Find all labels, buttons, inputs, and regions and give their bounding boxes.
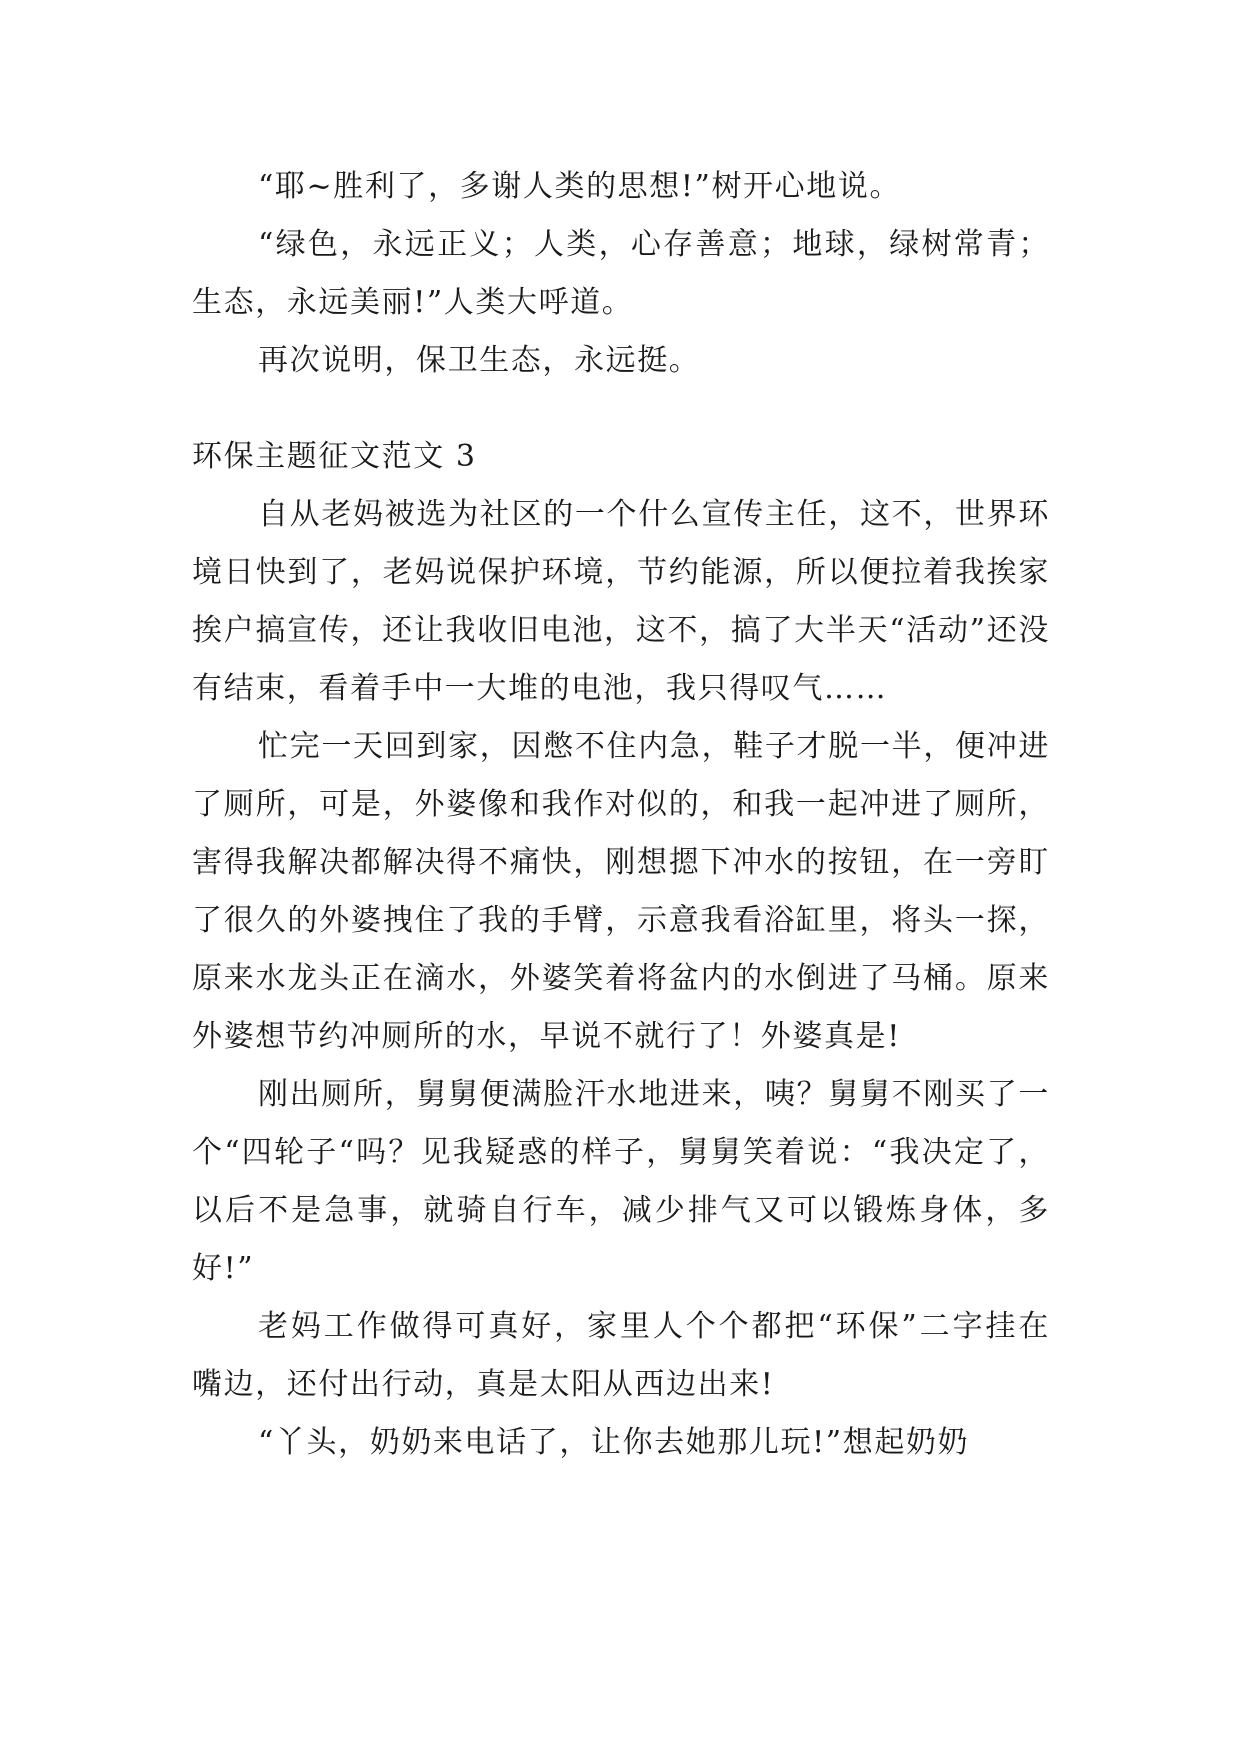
paragraph-7: 老妈工作做得可真好，家里人个个都把“环保”二字挂在嘴边，还付出行动，真是太阳从西边出来! <box>192 1309 1050 1402</box>
paragraph-4: 自从老妈被选为社区的一个什么宣传主任，这不，世界环境日快到了，老妈说保护环境，节约能源，所以便拉着我挨家挨户搞宣传，还让我收旧电池，这不，搞了大半天“活动”还没有结束，看着手中一大堆的电池，我只得叹气…… <box>192 497 1050 706</box>
paragraph-1: “耶~胜利了，多谢人类的思想!”树开心地说。 <box>258 169 902 204</box>
document-page <box>192 158 1050 1472</box>
paragraph-8: “丫头，奶奶来电话了，让你去她那儿玩!”想起奶奶 <box>258 1425 970 1460</box>
paragraph-2: “绿色，永远正义；人类，心存善意；地球，绿树常青；生态，永远美丽!”人类大呼道。 <box>192 227 1050 320</box>
paragraph-3: 再次说明，保卫生态，永远挺。 <box>258 343 701 378</box>
paragraph-5: 忙完一天回到家，因憋不住内急，鞋子才脱一半，便冲进了厕所，可是，外婆像和我作对似的，和我一起冲进了厕所，害得我解决都解决得不痛快，刚想摁下冲水的按钮，在一旁盯了很久的外婆拽住了我的手臂，示意我看浴缸里，将头一探，原来水龙头正在滴水，外婆笑着将盆内的水倒进了马桶。原来外婆想节约冲厕所的水，早说不就行了！外婆真是! <box>192 729 1050 1054</box>
paragraph-6: 刚出厕所，舅舅便满脸汗水地进来，咦？舅舅不刚买了一个“四轮子“吗？见我疑惑的样子，舅舅笑着说：“我决定了，以后不是急事，就骑自行车，减少排气又可以锻炼身体，多好!” <box>192 1077 1050 1286</box>
section-title: 环保主题征文范文 3 <box>192 439 477 474</box>
